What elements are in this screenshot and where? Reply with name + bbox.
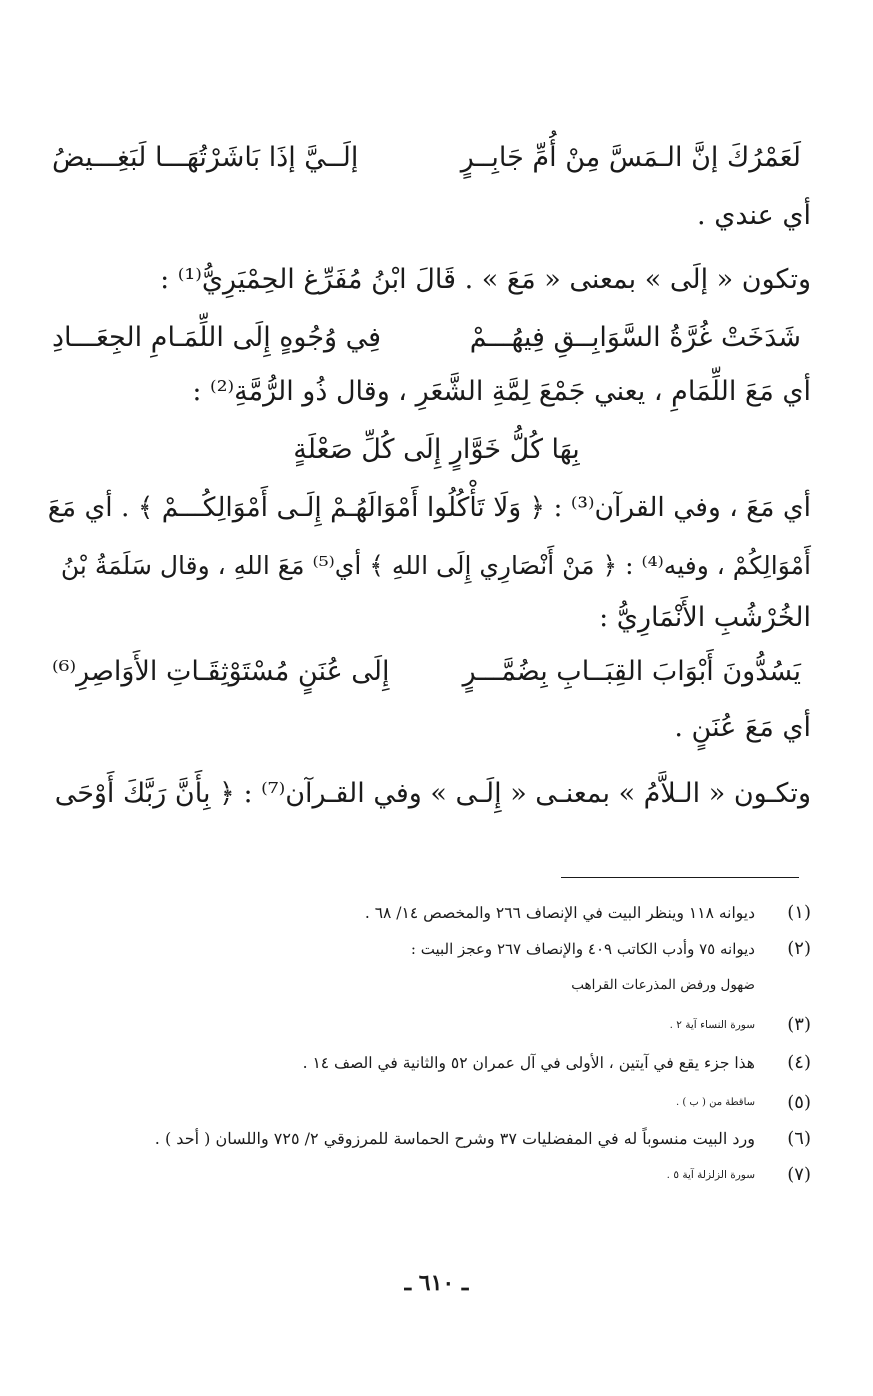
verse-2 (52, 316, 801, 360)
footnote-text: ديوانه ٧٥ وأدب الكاتب ٤٠٩ والإنصاف ٢٦٧ وعجز البيت : (410, 940, 755, 958)
verse-1 (52, 136, 801, 180)
footnote-text: هذا جزء يقع في آيتين ، الأولى في آل عمران ٥٢ والثانية في الصف ١٤ . (302, 1054, 755, 1072)
body-line-8: أَمْوَالِكُمْ ، وفيه⁽⁴⁾ : ﴿ مَنْ أَنْصَارِي إِلَى اللهِ ﴾ أي⁽⁵⁾ مَعَ اللهِ ، وقال سَلَمَةُ بْنُ (60, 551, 811, 580)
verse-2-first-hemistich: شَدَخَتْ غُرَّةُ السَّوَابِــقِ فِيهُـــمْ (469, 322, 801, 353)
footnote-text: سورة النساء آية ٢ . (669, 1019, 755, 1031)
body-line-5: أي مَعَ اللِّمَامِ ، يعني جَمْعَ لِمَّةِ الشَّعَرِ ، وقال ذُو الرُّمَّةِ⁽²⁾ : (192, 376, 811, 407)
verse-1-first-hemistich: لَعَمْرُكَ إنَّ الـمَسَّ مِنْ أُمِّ جَابِــرٍ (460, 142, 801, 173)
footnote-7 (40, 1158, 811, 1192)
verse-2-second-hemistich: فِي وُجُوهٍ إِلَى اللِّمَـامِ الجِعَـــادِ (52, 322, 382, 353)
page-number: ـ ٦١٠ ـ (404, 1270, 469, 1296)
footnote-1 (40, 896, 811, 930)
body-line-11: أي مَعَ عُنَنٍ . (674, 712, 811, 743)
footnote-text: ساقطة من ( ب ) . (675, 1097, 755, 1108)
footnote-2-continuation (40, 968, 811, 1002)
verse-3-first-hemistich: يَسُدُّونَ أَبْوَابَ القِبَــابِ بِضُمَّـــرٍ (462, 656, 801, 687)
footnote-text: ديوانه ١١٨ وينظر البيت في الإنصاف ٢٦٦ والمخصص ١٤/ ٦٨ . (364, 904, 755, 922)
footnote-number: (٥) (787, 1092, 811, 1113)
footnote-number: (٢) (787, 938, 811, 959)
body-line-7: أي مَعَ ، وفي القرآن⁽³⁾ : ﴿ وَلَا تَأْكُلُوا أَمْوَالَهُـمْ إِلَـى أَمْوَالِكُـــمْ ﴾ . أي مَعَ (47, 492, 811, 523)
body-line-9: الخُرْشُبِ الأَنْمَارِيُّ : (599, 602, 811, 633)
footnote-2 (40, 932, 811, 966)
footnote-6 (40, 1122, 811, 1156)
footnote-number: (٦) (787, 1128, 811, 1149)
footnote-text: سورة الزلزلة آية ٥ . (666, 1169, 755, 1181)
footnote-number: (٧) (787, 1164, 811, 1185)
footnote-4 (40, 1046, 811, 1080)
half-verse-line: بِهَا كُلُّ خَوَّارٍ إِلَى كُلِّ صَعْلَةٍ (293, 434, 580, 465)
body-line-12: وتكـون « الـلاَّمُ » بمعنـى « إِلَـى » وفي القـرآن⁽⁷⁾ : ﴿ بِأَنَّ رَبَّكَ أَوْحَى (54, 778, 811, 809)
footnote-number: (٤) (787, 1052, 811, 1073)
footnote-number: (١) (787, 902, 811, 923)
footnote-3 (40, 1008, 811, 1042)
footnote-text: ضهول ورفض المذرعات القراهب (571, 977, 755, 993)
verse-3-second-hemistich: إِلَى عُنَنٍ مُسْتَوْثِقَـاتِ الأَوَاصِرِ⁽⁶⁾ (52, 656, 390, 687)
verse-3 (52, 650, 801, 694)
body-line-2: أي عندي . (697, 200, 811, 231)
footnote-text: ورد البيت منسوباً له في المفضليات ٣٧ وشرح الحماسة للمرزوقي ٢/ ٧٢٥ واللسان ( أحد ) . (154, 1129, 755, 1148)
verse-1-second-hemistich: إلَــيَّ إذَا بَاشَرْتُهَـــا لَبَغِـــيضُ (52, 142, 359, 173)
footnote-separator-rule (561, 877, 799, 878)
footnote-5 (40, 1086, 811, 1120)
footnote-number: (٣) (787, 1014, 811, 1035)
body-line-3: وتكون « إلَى » بمعنى « مَعَ » . قَالَ ابْنُ مُفَرِّغ الحِمْيَرِيُّ⁽¹⁾ : (160, 264, 811, 295)
